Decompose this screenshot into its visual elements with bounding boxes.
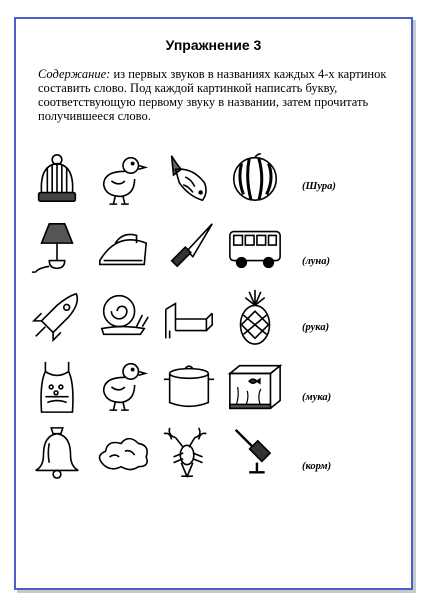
pot-icon xyxy=(160,358,218,416)
iron-icon xyxy=(94,218,152,276)
snail-icon xyxy=(94,286,152,344)
bed-icon xyxy=(160,290,218,348)
answer-word: (Шура) xyxy=(302,181,336,192)
chick-icon xyxy=(94,356,152,414)
lamp-icon xyxy=(28,218,86,276)
exercise-instructions xyxy=(38,67,393,123)
answer-word: (мука) xyxy=(302,392,332,403)
content-label: Содержание: xyxy=(38,67,111,81)
crayfish-icon xyxy=(160,424,218,482)
chick-icon xyxy=(94,150,152,208)
hammer-icon xyxy=(226,424,284,482)
hat-icon xyxy=(28,150,86,208)
tank-top-icon xyxy=(28,358,86,416)
content-text: из первых звуков в названиях каждых 4-х картинок составить слово. Под каждой картинкой написать букву, соответствующую первому звуку в названии, затем прочитать получившееся слово. xyxy=(38,67,387,123)
cloud-icon xyxy=(94,428,152,486)
bus-icon xyxy=(226,218,284,276)
knife-icon xyxy=(160,218,218,276)
bell-icon xyxy=(28,424,86,482)
rocket-icon xyxy=(28,288,86,346)
fish-icon xyxy=(160,148,218,206)
pineapple-icon xyxy=(226,288,284,346)
aquarium-icon xyxy=(226,358,284,416)
exercise-title: Упражнение 3 xyxy=(165,37,262,53)
answer-word: (корм) xyxy=(302,461,332,472)
answer-word: (рука) xyxy=(302,322,330,333)
watermelon-icon xyxy=(226,148,284,206)
answer-word: (луна) xyxy=(302,256,330,267)
